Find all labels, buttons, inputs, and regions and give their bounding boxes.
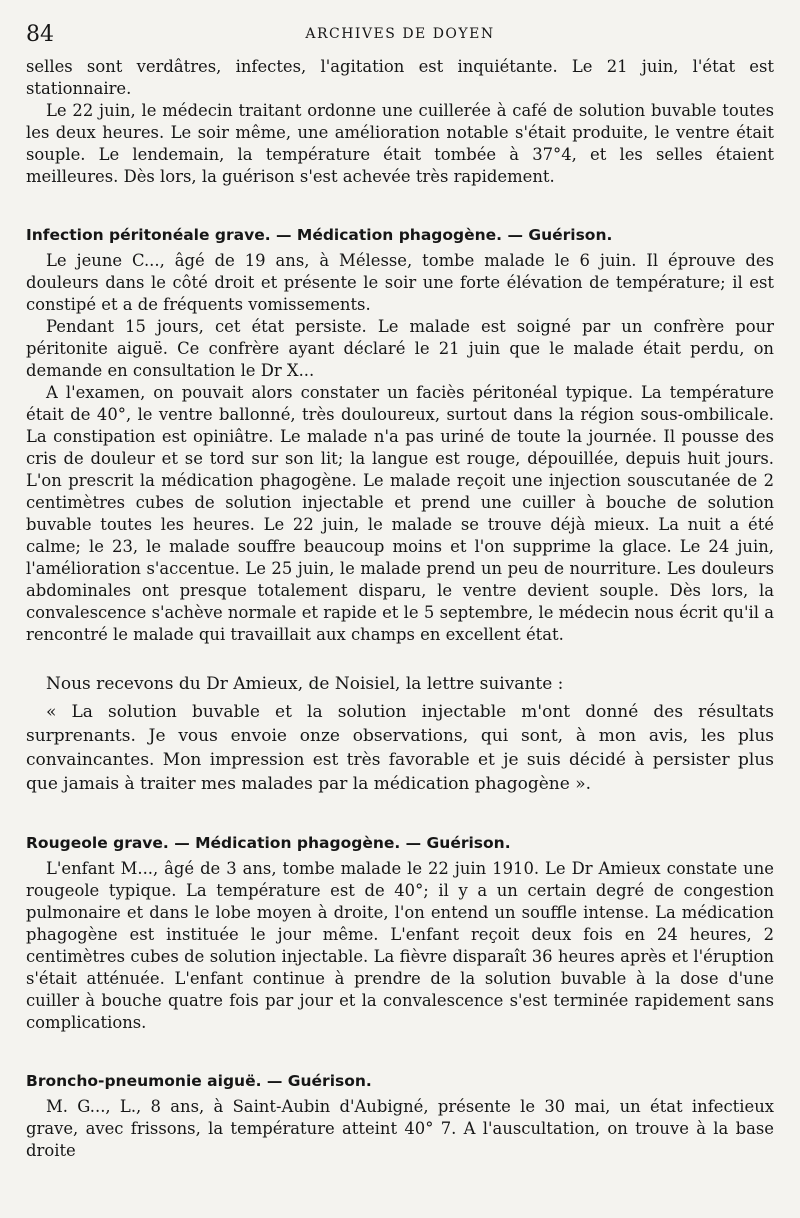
intro-paragraph-2: Le 22 juin, le médecin traitant ordonne une cuillerée à café de solution buvable toutes les deux heures. Le soir même, une amélioration notable s'était produite, le ventre était souple. Le lendemain, la température était tombée à 37°4, et les selles étaient meilleures. Dès lors, la guérison s'est achevée très rapidement. (26, 101, 774, 186)
case3-heading: Broncho-pneumonie aiguë. — Guérison. (26, 1072, 372, 1090)
intro-paragraph-1: selles sont verdâtres, infectes, l'agitation est inquiétante. Le 21 juin, l'état est stationnaire. (26, 57, 774, 98)
case3-paragraph-1: M. G..., L., 8 ans, à Saint-Aubin d'Aubigné, présente le 30 mai, un état infectieux grave, avec frissons, la température atteint 40° 7. A l'auscultation, on trouve à la base droite (26, 1097, 774, 1160)
case1-paragraph-1: Le jeune C..., âgé de 19 ans, à Mélesse, tombe malade le 6 juin. Il éprouve des douleurs dans le côté droit et présente le soir une forte élévation de température; il est constipé et a de fréquents vomissements. (26, 251, 774, 314)
letter-intro: Nous recevons du Dr Amieux, de Noisiel, la lettre suivante : (46, 674, 564, 694)
case1-paragraph-3: A l'examen, on pouvait alors constater un faciès péritonéal typique. La température était de 40°, le ventre ballonné, très douloureux, surtout dans la région sous-ombilicale. La constipation est opiniâtre. Le malade n'a pas uriné de toute la journée. Il pousse des cris de douleur et se tord sur son lit; la langue est rouge, dépouillée, depuis huit jours. L'on prescrit la médication phagogène. Le malade reçoit une injection souscutanée de 2 centimètres cubes de solution injectable et prend une cuiller à bouche de solution buvable toutes les heures. Le 22 juin, le malade se trouve déjà mieux. La nuit a été calme; le 23, le malade souffre beaucoup moins et l'on supprime la glace. Le 24 juin, l'amélioration s'accentue. Le 25 juin, le malade prend un peu de nourriture. Les douleurs abdominales ont presque totalement disparu, le ventre devient souple. Dès lors, la convalescence s'achève normale et rapide et le 5 septembre, le médecin nous écrit qu'il a rencontré le malade qui travaillait aux champs en excellent état. (26, 383, 774, 644)
case2-heading: Rougeole grave. — Médication phagogène. — Guérison. (26, 834, 511, 852)
case1-paragraph-2: Pendant 15 jours, cet état persiste. Le malade est soigné par un confrère pour péritonite aiguë. Ce confrère ayant déclaré le 21 juin que le malade était perdu, on demande en consultation le Dr X... (26, 317, 774, 380)
case1-heading: Infection péritonéale grave. — Médication phagogène. — Guérison. (26, 226, 613, 244)
letter-section (26, 672, 774, 796)
page-body (26, 56, 774, 1162)
page-number: 84 (26, 22, 54, 47)
letter-quote: « La solution buvable et la solution injectable m'ont donné des résultats surprenants. Je vous envoie onze observations, qui sont, à mon avis, les plus convaincantes. Mon impression est très favorable et je suis décidé à persister plus que jamais à traiter mes malades par la médication phagogène ». (26, 702, 774, 794)
running-title: ARCHIVES DE DOYEN (305, 26, 495, 42)
page-header (26, 22, 774, 52)
case2-paragraph-1: L'enfant M..., âgé de 3 ans, tombe malade le 22 juin 1910. Le Dr Amieux constate une rougeole typique. La température est de 40°; il y a un certain degré de congestion pulmonaire et dans le lobe moyen à droite, l'on entend un souffle intense. La médication phagogène est instituée le jour même. L'enfant reçoit deux fois en 24 heures, 2 centimètres cubes de solution injectable. La fièvre disparaît 36 heures après et l'éruption s'était atténuée. L'enfant continue à prendre de la solution buvable à la dose d'une cuiller à bouche quatre fois par jour et la convalescence s'est terminée rapidement sans complications. (26, 859, 774, 1032)
